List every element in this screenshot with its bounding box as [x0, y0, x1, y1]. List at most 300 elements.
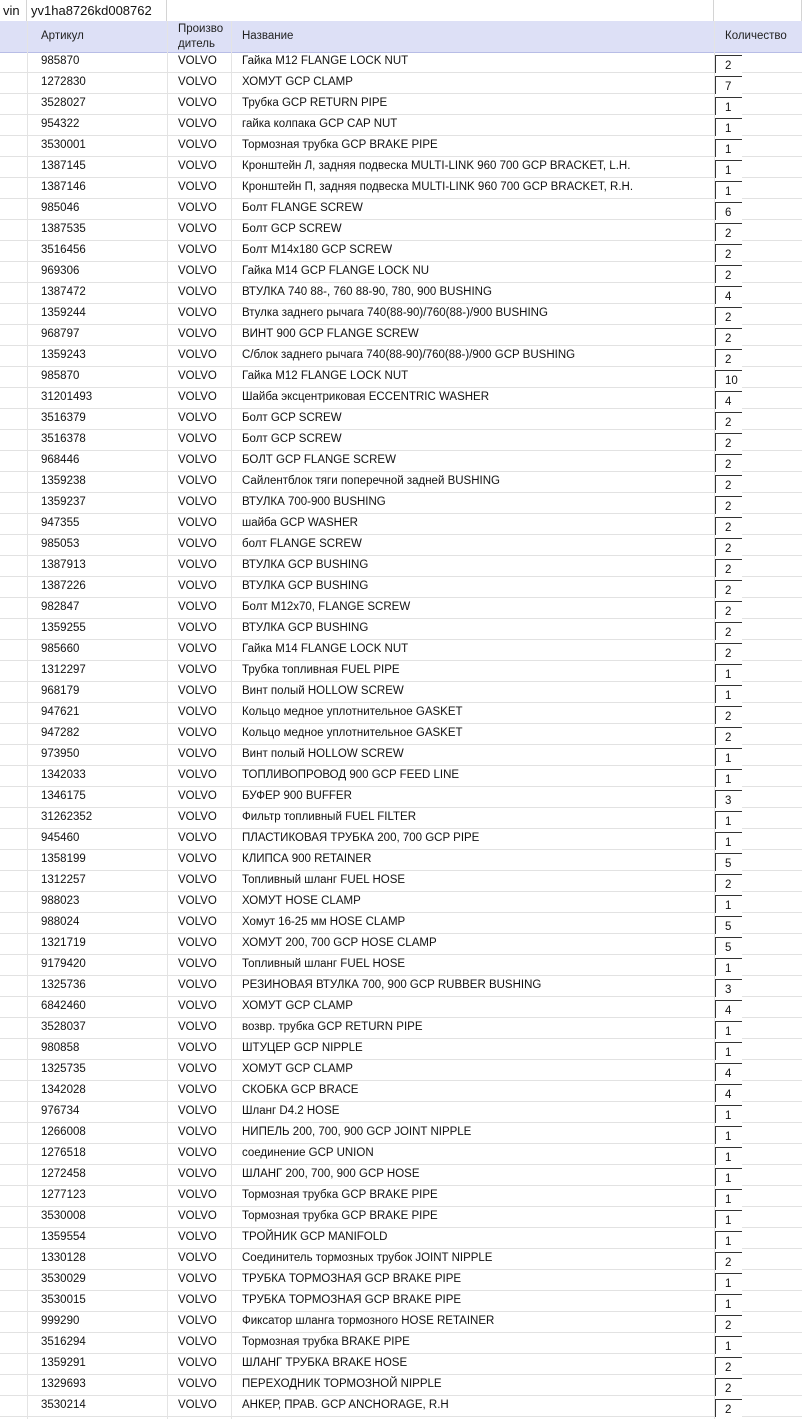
table-row[interactable]	[0, 808, 802, 829]
article-cell[interactable]: 1359244	[41, 307, 86, 319]
name-cell[interactable]: Гайка M14 GCP FLANGE LOCK NU	[242, 265, 430, 277]
quantity-input[interactable]: 2	[715, 412, 742, 430]
name-cell[interactable]: ВТУЛКА 700-900 BUSHING	[242, 496, 386, 508]
article-cell[interactable]: 3530015	[41, 1294, 86, 1306]
brand-cell[interactable]: VOLVO	[178, 475, 217, 487]
article-cell[interactable]: 1346175	[41, 790, 86, 802]
name-cell[interactable]: Кронштейн Л, задняя подвеска MULTI-LINK 960 700 GCP BRACKET, L.H.	[242, 160, 631, 172]
quantity-input[interactable]: 2	[715, 307, 742, 325]
article-cell[interactable]: 1272830	[41, 76, 86, 88]
table-row[interactable]	[0, 766, 802, 787]
quantity-input[interactable]: 1	[715, 1336, 742, 1354]
article-cell[interactable]: 1321719	[41, 937, 86, 949]
name-cell[interactable]: ПЛАСТИКОВАЯ ТРУБКА 200, 700 GCP PIPE	[242, 832, 480, 844]
quantity-input[interactable]: 2	[715, 1252, 742, 1270]
article-cell[interactable]: 3530029	[41, 1273, 86, 1285]
brand-cell[interactable]: VOLVO	[178, 307, 217, 319]
brand-cell[interactable]: VOLVO	[178, 937, 217, 949]
quantity-input[interactable]: 2	[715, 496, 742, 514]
name-cell[interactable]: РЕЗИНОВАЯ ВТУЛКА 700, 900 GCP RUBBER BUSHING	[242, 979, 542, 991]
quantity-input[interactable]: 1	[715, 1126, 742, 1144]
quantity-input[interactable]: 2	[715, 349, 742, 367]
quantity-input[interactable]: 1	[715, 1105, 742, 1123]
article-cell[interactable]: 3516379	[41, 412, 86, 424]
name-cell[interactable]: ХОМУТ GCP CLAMP	[242, 1063, 353, 1075]
name-cell[interactable]: Болт GCP SCREW	[242, 223, 342, 235]
article-cell[interactable]: 1342033	[41, 769, 86, 781]
brand-cell[interactable]: VOLVO	[178, 370, 217, 382]
name-cell[interactable]: Кольцо медное уплотнительное GASKET	[242, 727, 463, 739]
article-cell[interactable]: 1312257	[41, 874, 86, 886]
name-cell[interactable]: Тормозная трубка BRAKE PIPE	[242, 1336, 410, 1348]
brand-cell[interactable]: VOLVO	[178, 1189, 217, 1201]
table-row[interactable]	[0, 1207, 802, 1228]
table-row[interactable]	[0, 1081, 802, 1102]
article-cell[interactable]: 969306	[41, 265, 80, 277]
table-row[interactable]	[0, 430, 802, 451]
brand-cell[interactable]: VOLVO	[178, 1063, 217, 1075]
table-row[interactable]	[0, 178, 802, 199]
article-cell[interactable]: 3516294	[41, 1336, 86, 1348]
quantity-input[interactable]: 1	[715, 895, 742, 913]
brand-cell[interactable]: VOLVO	[178, 979, 217, 991]
table-row[interactable]	[0, 115, 802, 136]
table-row[interactable]	[0, 1270, 802, 1291]
vin-value-cell[interactable]: yv1ha8726kd008762	[27, 0, 167, 21]
article-cell[interactable]: 31201493	[41, 391, 93, 403]
quantity-input[interactable]: 2	[715, 223, 742, 241]
brand-cell[interactable]: VOLVO	[178, 517, 217, 529]
quantity-input[interactable]: 1	[715, 1147, 742, 1165]
article-cell[interactable]: 1359255	[41, 622, 86, 634]
article-cell[interactable]: 968179	[41, 685, 80, 697]
brand-cell[interactable]: VOLVO	[178, 1252, 217, 1264]
table-row[interactable]	[0, 976, 802, 997]
table-row[interactable]	[0, 577, 802, 598]
name-cell[interactable]: Винт полый HOLLOW SCREW	[242, 748, 404, 760]
article-cell[interactable]: 1358199	[41, 853, 86, 865]
article-cell[interactable]: 947282	[41, 727, 80, 739]
name-cell[interactable]: БОЛТ GCP FLANGE SCREW	[242, 454, 396, 466]
quantity-input[interactable]: 2	[715, 580, 742, 598]
quantity-input[interactable]: 1	[715, 139, 742, 157]
name-cell[interactable]: Болт M14x180 GCP SCREW	[242, 244, 393, 256]
quantity-input[interactable]: 1	[715, 1021, 742, 1039]
table-row[interactable]	[0, 1249, 802, 1270]
name-cell[interactable]: Втулка заднего рычага 740(88-90)/760(88-)/900 BUSHING	[242, 307, 548, 319]
brand-cell[interactable]: VOLVO	[178, 706, 217, 718]
name-cell[interactable]: ВИНТ 900 GCP FLANGE SCREW	[242, 328, 419, 340]
quantity-input[interactable]: 1	[715, 748, 742, 766]
name-cell[interactable]: Шайба эксцентриковая ECCENTRIC WASHER	[242, 391, 490, 403]
brand-cell[interactable]: VOLVO	[178, 1126, 217, 1138]
article-cell[interactable]: 1387472	[41, 286, 86, 298]
brand-cell[interactable]: VOLVO	[178, 1231, 217, 1243]
quantity-input[interactable]: 1	[715, 181, 742, 199]
quantity-input[interactable]: 1	[715, 1189, 742, 1207]
header-quantity[interactable]: Количество	[725, 30, 787, 42]
brand-cell[interactable]: VOLVO	[178, 916, 217, 928]
quantity-input[interactable]: 4	[715, 286, 742, 304]
table-row[interactable]	[0, 220, 802, 241]
table-row[interactable]	[0, 724, 802, 745]
brand-cell[interactable]: VOLVO	[178, 223, 217, 235]
article-cell[interactable]: 1387913	[41, 559, 86, 571]
name-cell[interactable]: Кольцо медное уплотнительное GASKET	[242, 706, 463, 718]
quantity-input[interactable]: 2	[715, 433, 742, 451]
article-cell[interactable]: 968446	[41, 454, 80, 466]
name-cell[interactable]: Винт полый HOLLOW SCREW	[242, 685, 404, 697]
name-cell[interactable]: ВТУЛКА 740 88-, 760 88-90, 780, 900 BUSHING	[242, 286, 492, 298]
quantity-input[interactable]: 2	[715, 454, 742, 472]
article-cell[interactable]: 980858	[41, 1042, 80, 1054]
brand-cell[interactable]: VOLVO	[178, 748, 217, 760]
article-cell[interactable]: 3528037	[41, 1021, 86, 1033]
table-row[interactable]	[0, 136, 802, 157]
article-cell[interactable]: 945460	[41, 832, 80, 844]
article-cell[interactable]: 1359237	[41, 496, 86, 508]
table-row[interactable]	[0, 1291, 802, 1312]
name-cell[interactable]: Шланг D4.2 HOSE	[242, 1105, 340, 1117]
quantity-input[interactable]: 2	[715, 244, 742, 262]
table-row[interactable]	[0, 1354, 802, 1375]
brand-cell[interactable]: VOLVO	[178, 664, 217, 676]
table-row[interactable]	[0, 871, 802, 892]
name-cell[interactable]: НИПЕЛЬ 200, 700, 900 GCP JOINT NIPPLE	[242, 1126, 472, 1138]
quantity-input[interactable]: 4	[715, 1084, 742, 1102]
brand-cell[interactable]: VOLVO	[178, 769, 217, 781]
table-row[interactable]	[0, 1039, 802, 1060]
brand-cell[interactable]: VOLVO	[178, 538, 217, 550]
article-cell[interactable]: 988024	[41, 916, 80, 928]
name-cell[interactable]: болт FLANGE SCREW	[242, 538, 362, 550]
brand-cell[interactable]: VOLVO	[178, 1273, 217, 1285]
brand-cell[interactable]: VOLVO	[178, 1210, 217, 1222]
name-cell[interactable]: Топливный шланг FUEL HOSE	[242, 958, 406, 970]
quantity-input[interactable]: 2	[715, 706, 742, 724]
table-row[interactable]	[0, 283, 802, 304]
article-cell[interactable]: 1359243	[41, 349, 86, 361]
quantity-input[interactable]: 4	[715, 1000, 742, 1018]
article-cell[interactable]: 1342028	[41, 1084, 86, 1096]
brand-cell[interactable]: VOLVO	[178, 55, 217, 67]
quantity-input[interactable]: 1	[715, 1273, 742, 1291]
name-cell[interactable]: Болт M12x70, FLANGE SCREW	[242, 601, 411, 613]
brand-cell[interactable]: VOLVO	[178, 412, 217, 424]
name-cell[interactable]: СКОБКА GCP BRACE	[242, 1084, 359, 1096]
brand-cell[interactable]: VOLVO	[178, 853, 217, 865]
table-row[interactable]	[0, 493, 802, 514]
table-row[interactable]	[0, 640, 802, 661]
article-cell[interactable]: 988023	[41, 895, 80, 907]
brand-cell[interactable]: VOLVO	[178, 454, 217, 466]
quantity-input[interactable]: 2	[715, 1357, 742, 1375]
table-row[interactable]	[0, 934, 802, 955]
name-cell[interactable]: Хомут 16-25 мм HOSE CLAMP	[242, 916, 406, 928]
name-cell[interactable]: ХОМУТ HOSE CLAMP	[242, 895, 361, 907]
article-cell[interactable]: 3530008	[41, 1210, 86, 1222]
article-cell[interactable]: 1325735	[41, 1063, 86, 1075]
name-cell[interactable]: Болт GCP SCREW	[242, 412, 342, 424]
quantity-input[interactable]: 3	[715, 790, 742, 808]
article-cell[interactable]: 3530214	[41, 1399, 86, 1411]
article-cell[interactable]: 3530001	[41, 139, 86, 151]
article-cell[interactable]: 1266008	[41, 1126, 86, 1138]
article-cell[interactable]: 985870	[41, 370, 80, 382]
quantity-input[interactable]: 1	[715, 1168, 742, 1186]
name-cell[interactable]: БУФЕР 900 BUFFER	[242, 790, 352, 802]
article-cell[interactable]: 985046	[41, 202, 80, 214]
header-brand[interactable]: Произво дитель	[178, 23, 224, 50]
brand-cell[interactable]: VOLVO	[178, 601, 217, 613]
article-cell[interactable]: 1387146	[41, 181, 86, 193]
name-cell[interactable]: ТРОЙНИК GCP MANIFOLD	[242, 1231, 388, 1243]
brand-cell[interactable]: VOLVO	[178, 874, 217, 886]
table-row[interactable]	[0, 409, 802, 430]
name-cell[interactable]: Тормозная трубка GCP BRAKE PIPE	[242, 139, 438, 151]
brand-cell[interactable]: VOLVO	[178, 1378, 217, 1390]
table-row[interactable]	[0, 367, 802, 388]
name-cell[interactable]: Фильтр топливный FUEL FILTER	[242, 811, 416, 823]
table-row[interactable]	[0, 682, 802, 703]
quantity-input[interactable]: 5	[715, 916, 742, 934]
header-name[interactable]: Название	[242, 30, 294, 42]
table-row[interactable]	[0, 619, 802, 640]
table-row[interactable]	[0, 913, 802, 934]
article-cell[interactable]: 1329693	[41, 1378, 86, 1390]
quantity-input[interactable]: 1	[715, 118, 742, 136]
brand-cell[interactable]: VOLVO	[178, 160, 217, 172]
name-cell[interactable]: ТРУБКА ТОРМОЗНАЯ GCP BRAKE PIPE	[242, 1294, 462, 1306]
brand-cell[interactable]: VOLVO	[178, 328, 217, 340]
table-row[interactable]	[0, 1186, 802, 1207]
name-cell[interactable]: Гайка M12 FLANGE LOCK NUT	[242, 55, 409, 67]
quantity-input[interactable]: 1	[715, 832, 742, 850]
table-row[interactable]	[0, 1018, 802, 1039]
article-cell[interactable]: 985660	[41, 643, 80, 655]
quantity-input[interactable]: 2	[715, 559, 742, 577]
brand-cell[interactable]: VOLVO	[178, 727, 217, 739]
name-cell[interactable]: Тормозная трубка GCP BRAKE PIPE	[242, 1189, 438, 1201]
name-cell[interactable]: ТОПЛИВОПРОВОД 900 GCP FEED LINE	[242, 769, 460, 781]
article-cell[interactable]: 976734	[41, 1105, 80, 1117]
brand-cell[interactable]: VOLVO	[178, 1399, 217, 1411]
article-cell[interactable]: 6842460	[41, 1000, 86, 1012]
brand-cell[interactable]: VOLVO	[178, 1084, 217, 1096]
article-cell[interactable]: 1359291	[41, 1357, 86, 1369]
table-row[interactable]	[0, 661, 802, 682]
name-cell[interactable]: Сайлентблок тяги поперечной задней BUSHING	[242, 475, 500, 487]
name-cell[interactable]: ШТУЦЕР GCP NIPPLE	[242, 1042, 363, 1054]
table-row[interactable]	[0, 535, 802, 556]
brand-cell[interactable]: VOLVO	[178, 391, 217, 403]
name-cell[interactable]: ВТУЛКА GCP BUSHING	[242, 559, 369, 571]
brand-cell[interactable]: VOLVO	[178, 244, 217, 256]
article-cell[interactable]: 985870	[41, 55, 80, 67]
table-row[interactable]	[0, 997, 802, 1018]
article-cell[interactable]: 1312297	[41, 664, 86, 676]
brand-cell[interactable]: VOLVO	[178, 1336, 217, 1348]
brand-cell[interactable]: VOLVO	[178, 286, 217, 298]
table-row[interactable]	[0, 388, 802, 409]
name-cell[interactable]: возвр. трубка GCP RETURN PIPE	[242, 1021, 423, 1033]
table-row[interactable]	[0, 1123, 802, 1144]
name-cell[interactable]: ХОМУТ GCP CLAMP	[242, 1000, 353, 1012]
brand-cell[interactable]: VOLVO	[178, 559, 217, 571]
brand-cell[interactable]: VOLVO	[178, 1021, 217, 1033]
quantity-input[interactable]: 2	[715, 1399, 742, 1417]
quantity-input[interactable]: 2	[715, 727, 742, 745]
table-row[interactable]	[0, 1165, 802, 1186]
name-cell[interactable]: Болт FLANGE SCREW	[242, 202, 363, 214]
article-cell[interactable]: 1359554	[41, 1231, 86, 1243]
article-cell[interactable]: 1277123	[41, 1189, 86, 1201]
brand-cell[interactable]: VOLVO	[178, 1357, 217, 1369]
quantity-input[interactable]: 7	[715, 76, 742, 94]
quantity-input[interactable]: 2	[715, 517, 742, 535]
table-row[interactable]	[0, 94, 802, 115]
table-row[interactable]	[0, 451, 802, 472]
article-cell[interactable]: 968797	[41, 328, 80, 340]
table-row[interactable]	[0, 892, 802, 913]
article-cell[interactable]: 3516456	[41, 244, 86, 256]
name-cell[interactable]: ВТУЛКА GCP BUSHING	[242, 580, 369, 592]
quantity-input[interactable]: 1	[715, 769, 742, 787]
name-cell[interactable]: Гайка M12 FLANGE LOCK NUT	[242, 370, 409, 382]
article-cell[interactable]: 982847	[41, 601, 80, 613]
article-cell[interactable]: 1387226	[41, 580, 86, 592]
name-cell[interactable]: КЛИПСА 900 RETAINER	[242, 853, 372, 865]
table-row[interactable]	[0, 52, 802, 73]
quantity-input[interactable]: 10	[715, 370, 742, 388]
brand-cell[interactable]: VOLVO	[178, 580, 217, 592]
article-cell[interactable]: 31262352	[41, 811, 93, 823]
quantity-input[interactable]: 2	[715, 622, 742, 640]
name-cell[interactable]: Топливный шланг FUEL HOSE	[242, 874, 406, 886]
quantity-input[interactable]: 1	[715, 1210, 742, 1228]
name-cell[interactable]: ШЛАНГ 200, 700, 900 GCP HOSE	[242, 1168, 420, 1180]
header-article[interactable]: Артикул	[41, 30, 84, 42]
brand-cell[interactable]: VOLVO	[178, 811, 217, 823]
empty-cell[interactable]	[714, 0, 802, 21]
article-cell[interactable]: 1325736	[41, 979, 86, 991]
article-cell[interactable]: 1272458	[41, 1168, 86, 1180]
name-cell[interactable]: ТРУБКА ТОРМОЗНАЯ GCP BRAKE PIPE	[242, 1273, 462, 1285]
name-cell[interactable]: Соединитель тормозных трубок JOINT NIPPLE	[242, 1252, 493, 1264]
table-row[interactable]	[0, 829, 802, 850]
brand-cell[interactable]: VOLVO	[178, 1147, 217, 1159]
table-row[interactable]	[0, 304, 802, 325]
name-cell[interactable]: ХОМУТ 200, 700 GCP HOSE CLAMP	[242, 937, 437, 949]
brand-cell[interactable]: VOLVO	[178, 1168, 217, 1180]
table-row[interactable]	[0, 1144, 802, 1165]
article-cell[interactable]: 947621	[41, 706, 80, 718]
quantity-input[interactable]: 1	[715, 1231, 742, 1249]
brand-cell[interactable]: VOLVO	[178, 1315, 217, 1327]
brand-cell[interactable]: VOLVO	[178, 118, 217, 130]
name-cell[interactable]: Трубка топливная FUEL PIPE	[242, 664, 400, 676]
table-row[interactable]	[0, 787, 802, 808]
article-cell[interactable]: 947355	[41, 517, 80, 529]
name-cell[interactable]: С/блок заднего рычага 740(88-90)/760(88-)/900 GCP BUSHING	[242, 349, 576, 361]
table-row[interactable]	[0, 1375, 802, 1396]
brand-cell[interactable]: VOLVO	[178, 496, 217, 508]
quantity-input[interactable]: 4	[715, 1063, 742, 1081]
name-cell[interactable]: соединение GCP UNION	[242, 1147, 374, 1159]
table-row[interactable]	[0, 703, 802, 724]
quantity-input[interactable]: 1	[715, 160, 742, 178]
table-row[interactable]	[0, 1396, 802, 1417]
quantity-input[interactable]: 1	[715, 685, 742, 703]
article-cell[interactable]: 1387145	[41, 160, 86, 172]
table-row[interactable]	[0, 1312, 802, 1333]
vin-label-cell[interactable]: vin	[0, 0, 27, 21]
quantity-input[interactable]: 2	[715, 1315, 742, 1333]
name-cell[interactable]: ШЛАНГ ТРУБКА BRAKE HOSE	[242, 1357, 408, 1369]
quantity-input[interactable]: 1	[715, 811, 742, 829]
name-cell[interactable]: ХОМУТ GCP CLAMP	[242, 76, 353, 88]
brand-cell[interactable]: VOLVO	[178, 265, 217, 277]
name-cell[interactable]: гайка колпака GCP CAP NUT	[242, 118, 398, 130]
table-row[interactable]	[0, 325, 802, 346]
table-row[interactable]	[0, 262, 802, 283]
brand-cell[interactable]: VOLVO	[178, 643, 217, 655]
quantity-input[interactable]: 2	[715, 55, 742, 73]
name-cell[interactable]: Фиксатор шланга тормозного HOSE RETAINER	[242, 1315, 495, 1327]
article-cell[interactable]: 3528027	[41, 97, 86, 109]
table-row[interactable]	[0, 598, 802, 619]
quantity-input[interactable]: 2	[715, 601, 742, 619]
article-cell[interactable]: 1359238	[41, 475, 86, 487]
table-row[interactable]	[0, 346, 802, 367]
brand-cell[interactable]: VOLVO	[178, 895, 217, 907]
quantity-input[interactable]: 1	[715, 958, 742, 976]
table-row[interactable]	[0, 1333, 802, 1354]
brand-cell[interactable]: VOLVO	[178, 1000, 217, 1012]
quantity-input[interactable]: 5	[715, 937, 742, 955]
quantity-input[interactable]: 5	[715, 853, 742, 871]
name-cell[interactable]: Тормозная трубка GCP BRAKE PIPE	[242, 1210, 438, 1222]
table-row[interactable]	[0, 745, 802, 766]
article-cell[interactable]: 999290	[41, 1315, 80, 1327]
name-cell[interactable]: АНКЕР, ПРАВ. GCP ANCHORAGE, R.H	[242, 1399, 449, 1411]
empty-cell[interactable]	[167, 0, 714, 21]
brand-cell[interactable]: VOLVO	[178, 622, 217, 634]
brand-cell[interactable]: VOLVO	[178, 433, 217, 445]
article-cell[interactable]: 1330128	[41, 1252, 86, 1264]
brand-cell[interactable]: VOLVO	[178, 139, 217, 151]
table-row[interactable]	[0, 157, 802, 178]
name-cell[interactable]: Кронштейн П, задняя подвеска MULTI-LINK 960 700 GCP BRACKET, R.H.	[242, 181, 634, 193]
name-cell[interactable]: ВТУЛКА GCP BUSHING	[242, 622, 369, 634]
quantity-input[interactable]: 2	[715, 1378, 742, 1396]
brand-cell[interactable]: VOLVO	[178, 685, 217, 697]
table-row[interactable]	[0, 850, 802, 871]
quantity-input[interactable]: 1	[715, 1042, 742, 1060]
table-row[interactable]	[0, 73, 802, 94]
name-cell[interactable]: Болт GCP SCREW	[242, 433, 342, 445]
table-row[interactable]	[0, 556, 802, 577]
table-row[interactable]	[0, 1060, 802, 1081]
quantity-input[interactable]: 1	[715, 1294, 742, 1312]
quantity-input[interactable]: 2	[715, 643, 742, 661]
brand-cell[interactable]: VOLVO	[178, 349, 217, 361]
quantity-input[interactable]: 1	[715, 97, 742, 115]
brand-cell[interactable]: VOLVO	[178, 832, 217, 844]
table-row[interactable]	[0, 955, 802, 976]
brand-cell[interactable]: VOLVO	[178, 1042, 217, 1054]
table-row[interactable]	[0, 1102, 802, 1123]
